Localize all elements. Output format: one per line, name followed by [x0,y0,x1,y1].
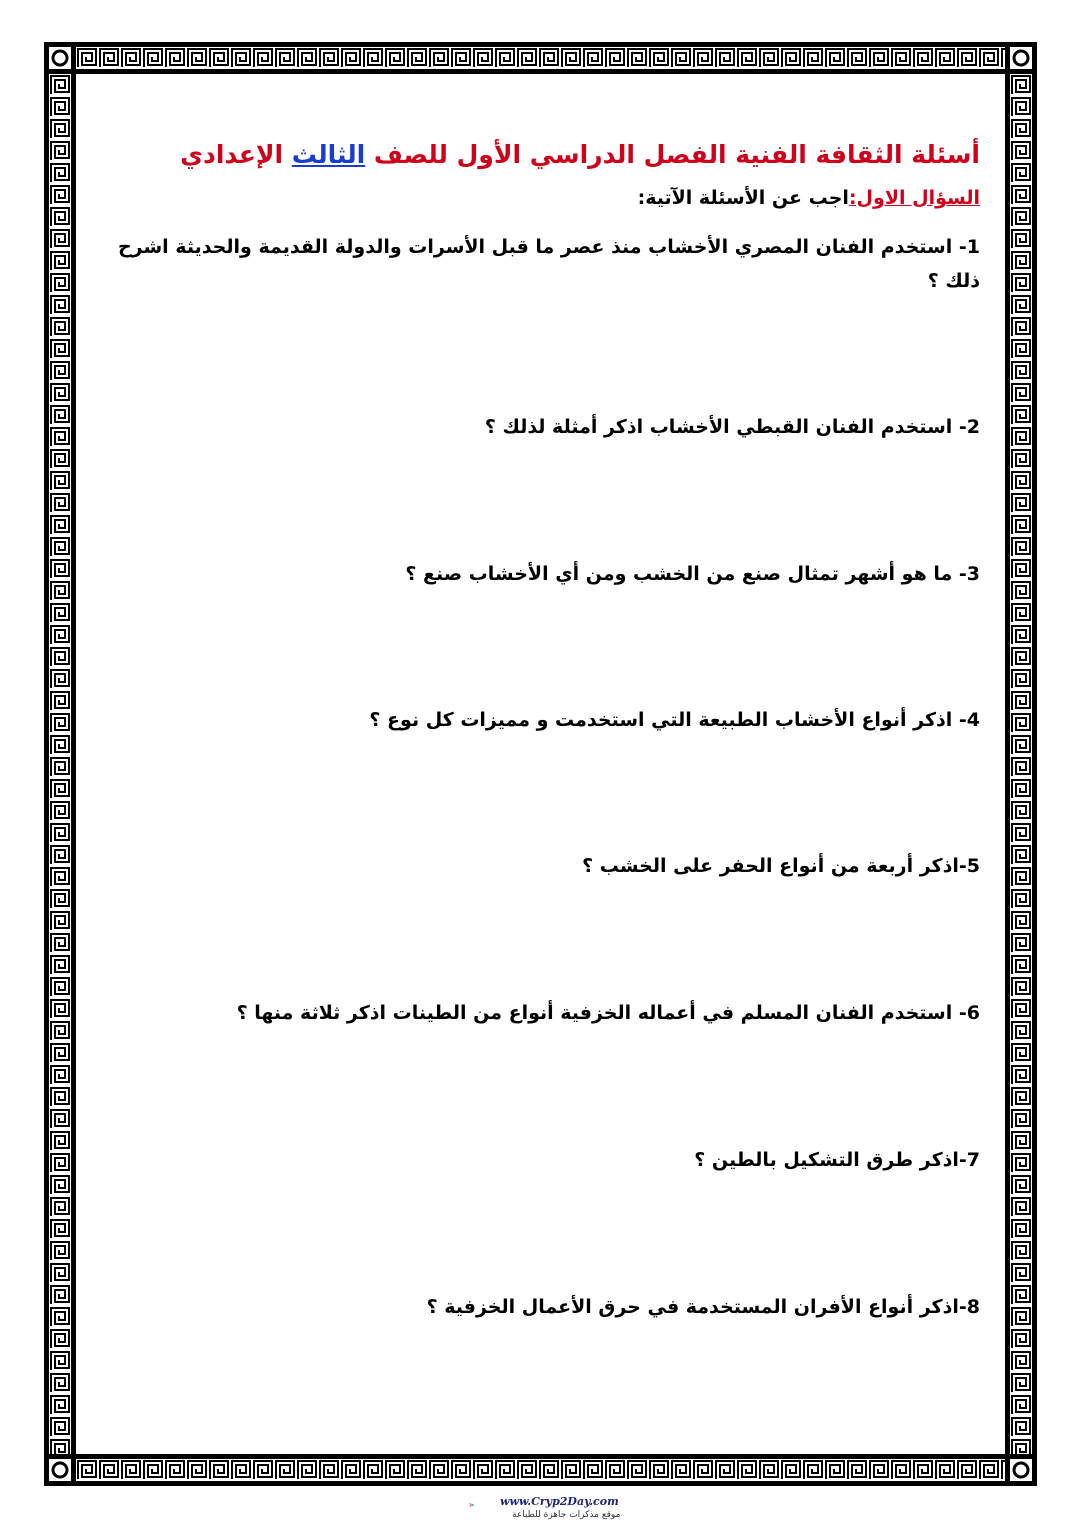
title-highlight: الثالث [291,140,366,169]
site-url-link[interactable]: www.Cryp2Day.com [500,1495,619,1508]
question-4: 4- اذكر أنواع الأخشاب الطبيعة التي استخدمت و مميزات كل نوع ؟ [369,709,980,731]
title-main: أسئلة الثقافة الفنية الفصل الدراسي الأول للصف [365,140,980,169]
question-5: 5-اذكر أربعة من أنواع الحفر على الخشب ؟ [582,855,980,877]
border-pattern-bottom [76,1459,1005,1481]
border-corner-icon [1010,47,1032,69]
border-corner-icon [49,47,71,69]
question-6: 6- استخدم الفنان المسلم في أعماله الخزفية أنواع من الطينات اذكر ثلاثة منها ؟ [236,1002,980,1024]
site-tagline: موقع مذكرات جاهزة للطباعة [512,1510,621,1520]
section-instruction: اجب عن الأسئلة الآتية: [637,187,849,209]
border-corner-icon [49,1459,71,1481]
section-label: السؤال الاول: [848,187,980,209]
border-pattern-right [1010,74,1032,1454]
border-corner-icon [1010,1459,1032,1481]
question-7: 7-اذكر طرق التشكيل بالطين ؟ [694,1149,980,1171]
question-3: 3- ما هو أشهر تمثال صنع من الخشب ومن أي الأخشاب صنع ؟ [405,563,980,585]
question-2: 2- استخدم الفنان القبطي الأخشاب اذكر أمثلة لذلك ؟ [484,416,980,438]
question-8: 8-اذكر أنواع الأفران المستخدمة في حرق الأعمال الخزفية ؟ [426,1296,980,1318]
border-pattern-left [49,74,71,1454]
title-end: الإعدادي [180,140,292,169]
question-1: 1- استخدم الفنان المصري الأخشاب منذ عصر ما قبل الأسرات والدولة القديمة والحديثة اشرح ذلك ؟ [117,236,980,292]
question-list [110,0,980,1400]
